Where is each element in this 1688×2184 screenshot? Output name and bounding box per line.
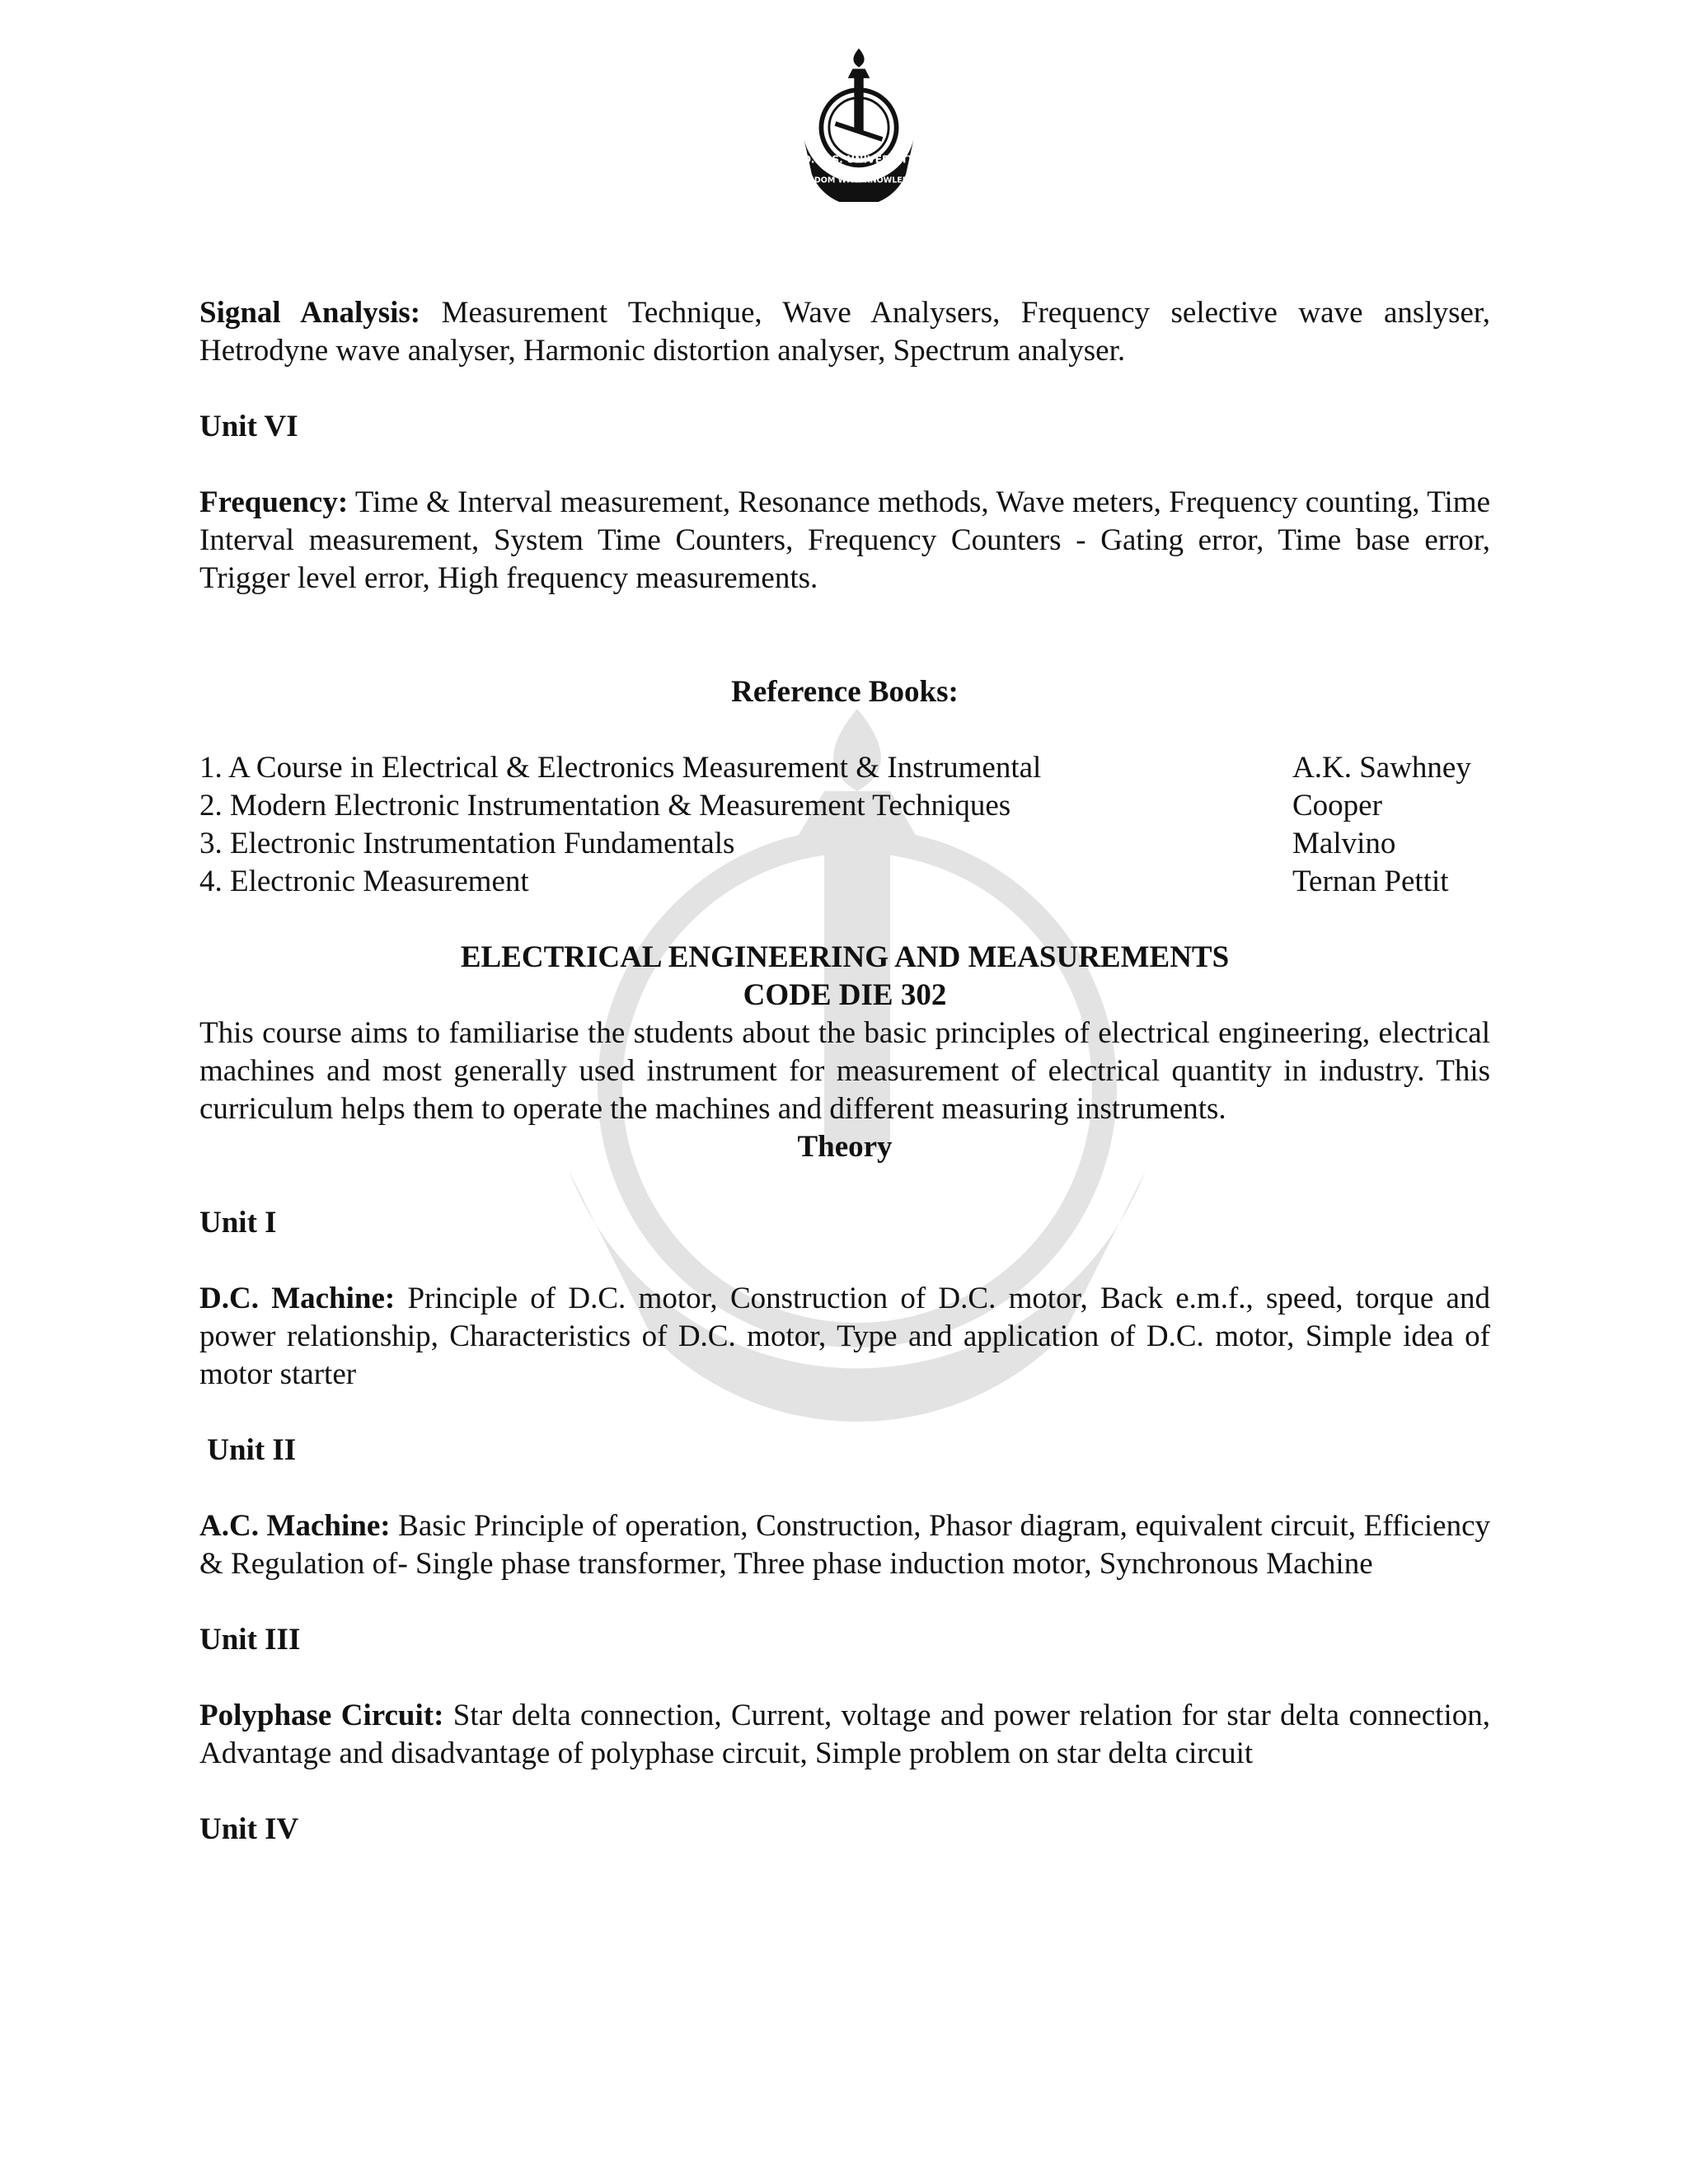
frequency-text: Time & Interval measurement, Resonance methods, Wave meters, Frequency counting, Time Interval measurement, System Time Counters, Frequency Counters - Gating error, Time base error, Trigger level error, High frequency measurements.	[199, 485, 1490, 595]
unit-i-heading: Unit I	[199, 1206, 277, 1240]
list-item	[199, 863, 1490, 901]
reference-books-list	[199, 749, 1490, 901]
ac-machine-paragraph	[199, 1507, 1490, 1583]
dc-machine-paragraph	[199, 1280, 1490, 1394]
signal-analysis-text: Measurement Technique, Wave Analysers, Frequency selective wave anslyser, Hetrodyne wave analyser, Harmonic distortion analyser, Spectrum analyser.	[199, 296, 1490, 368]
polyphase-text: Star delta connection, Current, voltage and power relation for star delta connection, Advantage and disadvantage of polyphase circuit, Simple problem on star delta circuit	[199, 1699, 1490, 1770]
course-intro: This course aims to familiarise the students about the basic principles of electrical engineering, electrical machines and most generally used instrument for measurement of electrical quantity in industry. This curriculum helps them to operate the machines and different measuring instruments.	[199, 1016, 1490, 1126]
frequency-paragraph	[199, 484, 1490, 598]
unit-ii-heading: Unit II	[199, 1433, 297, 1467]
book-title: 2. Modern Electronic Instrumentation & Measurement Techniques	[199, 789, 1011, 823]
dc-machine-text: Principle of D.C. motor, Construction of D.C. motor, Back e.m.f., speed, torque and power relationship, Characteristics of D.C. motor, Type and application of D.C. motor, Simple idea of motor starter	[199, 1282, 1490, 1391]
svg-text:WISDOM WITH KNOWLEDGE: WISDOM WITH KNOWLEDGE	[797, 176, 921, 185]
polyphase-label: Polyphase Circuit:	[199, 1699, 444, 1732]
theory-heading: Theory	[797, 1130, 893, 1164]
svg-text:O.P.J.S. UNIVERSITY: O.P.J.S. UNIVERSITY	[802, 153, 916, 166]
book-title: 1. A Course in Electrical & Electronics Measurement & Instrumental	[199, 751, 1042, 785]
unit-iv-heading: Unit IV	[199, 1812, 299, 1846]
ac-machine-label: A.C. Machine:	[199, 1509, 391, 1543]
dc-machine-label: D.C. Machine:	[199, 1282, 396, 1315]
book-title: 3. Electronic Instrumentation Fundamentals	[199, 827, 735, 860]
book-author: Cooper	[1292, 789, 1382, 823]
university-logo	[781, 45, 937, 202]
frequency-label: Frequency:	[199, 485, 349, 519]
signal-analysis-paragraph	[199, 294, 1490, 370]
reference-books-heading: Reference Books:	[731, 675, 959, 709]
book-author: A.K. Sawhney	[1292, 751, 1471, 785]
unit-vi-heading: Unit VI	[199, 410, 298, 443]
ac-machine-text: Basic Principle of operation, Construction, Phasor diagram, equivalent circuit, Efficiency & Regulation of- Single phase transformer, Three phase induction motor, Synchronous Machine	[199, 1509, 1490, 1581]
course-code: CODE DIE 302	[743, 978, 947, 1012]
book-author: Ternan Pettit	[1292, 865, 1449, 898]
polyphase-paragraph	[199, 1697, 1490, 1773]
list-item	[199, 749, 1490, 787]
unit-iii-heading: Unit III	[199, 1623, 301, 1657]
list-item	[199, 787, 1490, 825]
book-title: 4. Electronic Measurement	[199, 865, 529, 898]
course-title: ELECTRICAL ENGINEERING AND MEASUREMENTS	[460, 940, 1230, 974]
list-item	[199, 825, 1490, 863]
signal-analysis-label: Signal Analysis:	[199, 296, 421, 330]
page-content	[199, 294, 1490, 1849]
book-author: Malvino	[1292, 827, 1396, 860]
